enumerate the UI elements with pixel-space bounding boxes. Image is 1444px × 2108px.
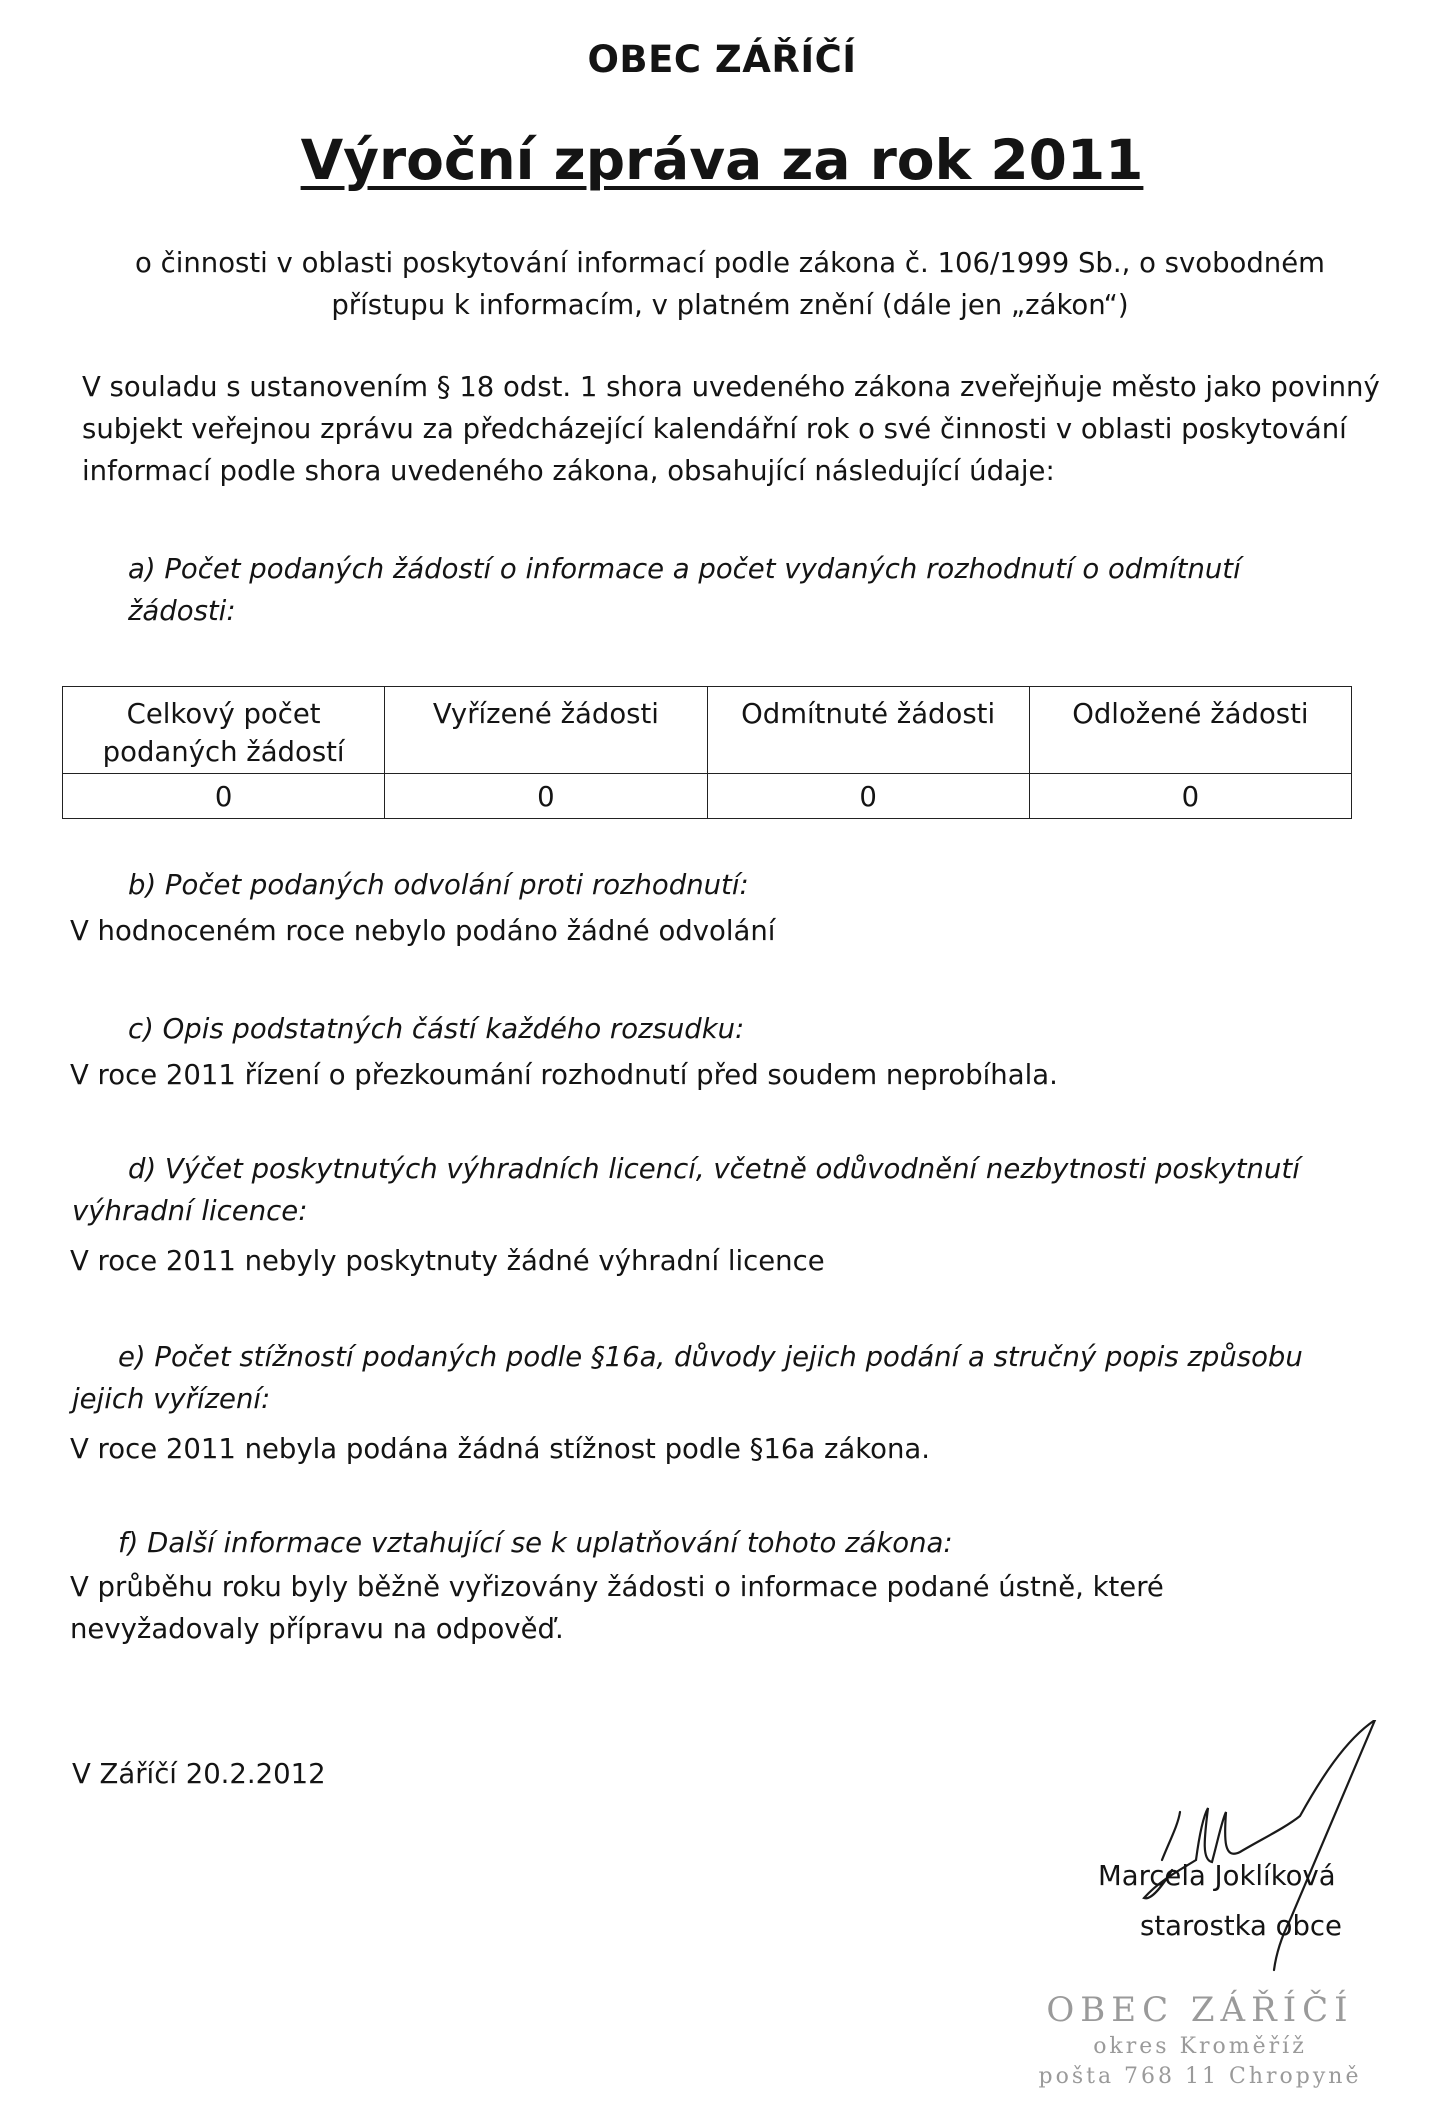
table-header-row [63, 687, 1352, 774]
table-header-cell: Odmítnuté žádosti [707, 687, 1029, 774]
table-cell: 0 [1029, 774, 1351, 819]
section-f-text: V průběhu roku byly běžně vyřizovány žádosti o informace podané ústně, které nevyžadovaly přípravu na odpověď. [70, 1571, 1164, 1645]
section-b-text: V hodnoceném roce nebylo podáno žádné odvolání [70, 915, 776, 947]
section-c-heading: c) Opis podstatných částí každého rozsudku: [128, 1013, 745, 1045]
stamp-line-3: pošta 768 11 Chropyně [1038, 2064, 1362, 2089]
table-cell: 0 [385, 774, 707, 819]
organization-name: OBEC ZÁŘÍČÍ [587, 38, 857, 81]
section-e-heading: e) Počet stížností podaných podle §16a, důvody jejich podání a stručný popis způsobu jejich vyřízení: [72, 1341, 1303, 1415]
requests-table [62, 686, 1352, 819]
signer-role: starostka obce [1140, 1910, 1342, 1942]
section-a-heading: a) Počet podaných žádostí o informace a počet vydaných rozhodnutí o odmítnutí žádosti: [128, 553, 1241, 627]
intro-line-2: přístupu k informacím, v platném znění (dále jen „zákon“) [331, 289, 1129, 321]
section-c-text: V roce 2011 řízení o přezkoumání rozhodnutí před soudem neprobíhala. [70, 1059, 1058, 1091]
signer-name: Marcela Joklíková [1098, 1860, 1336, 1892]
section-b-heading: b) Počet podaných odvolání proti rozhodnutí: [128, 869, 749, 901]
stamp-line-1: OBEC ZÁŘÍČÍ [1046, 1990, 1354, 2030]
table-header-cell: Odložené žádosti [1029, 687, 1351, 774]
document-date: V Záříčí 20.2.2012 [72, 1758, 326, 1790]
table-cell: 0 [707, 774, 1029, 819]
table-cell: 0 [63, 774, 385, 819]
intro-paragraph: V souladu s ustanovením § 18 odst. 1 shora uvedeného zákona zveřejňuje město jako povinný subjekt veřejnou zprávu za předcházející kalendářní rok o své činnosti v oblasti poskytování informací podle shora uvedeného zákona, obsahující následující údaje: [82, 371, 1380, 487]
section-e-text: V roce 2011 nebyla podána žádná stížnost podle §16a zákona. [70, 1433, 931, 1465]
stamp-line-2: okres Kroměříž [1093, 2034, 1307, 2059]
intro-subtitle [110, 242, 1350, 326]
section-d-text: V roce 2011 nebyly poskytnuty žádné výhradní licence [70, 1245, 825, 1277]
section-f-heading: f) Další informace vztahující se k uplatňování tohoto zákona: [118, 1527, 953, 1559]
section-d-heading: d) Výčet poskytnutých výhradních licencí, včetně odůvodnění nezbytnosti poskytnutí výhradní licence: [72, 1153, 1300, 1227]
official-stamp [1030, 1990, 1370, 2092]
table-header-cell: Vyřízené žádosti [385, 687, 707, 774]
document-title: Výroční zpráva za rok 2011 [300, 128, 1144, 192]
table-row [63, 774, 1352, 819]
table-header-cell: Celkový počet podaných žádostí [63, 687, 385, 774]
intro-line-1: o činnosti v oblasti poskytování informací podle zákona č. 106/1999 Sb., o svobodném [135, 247, 1325, 279]
